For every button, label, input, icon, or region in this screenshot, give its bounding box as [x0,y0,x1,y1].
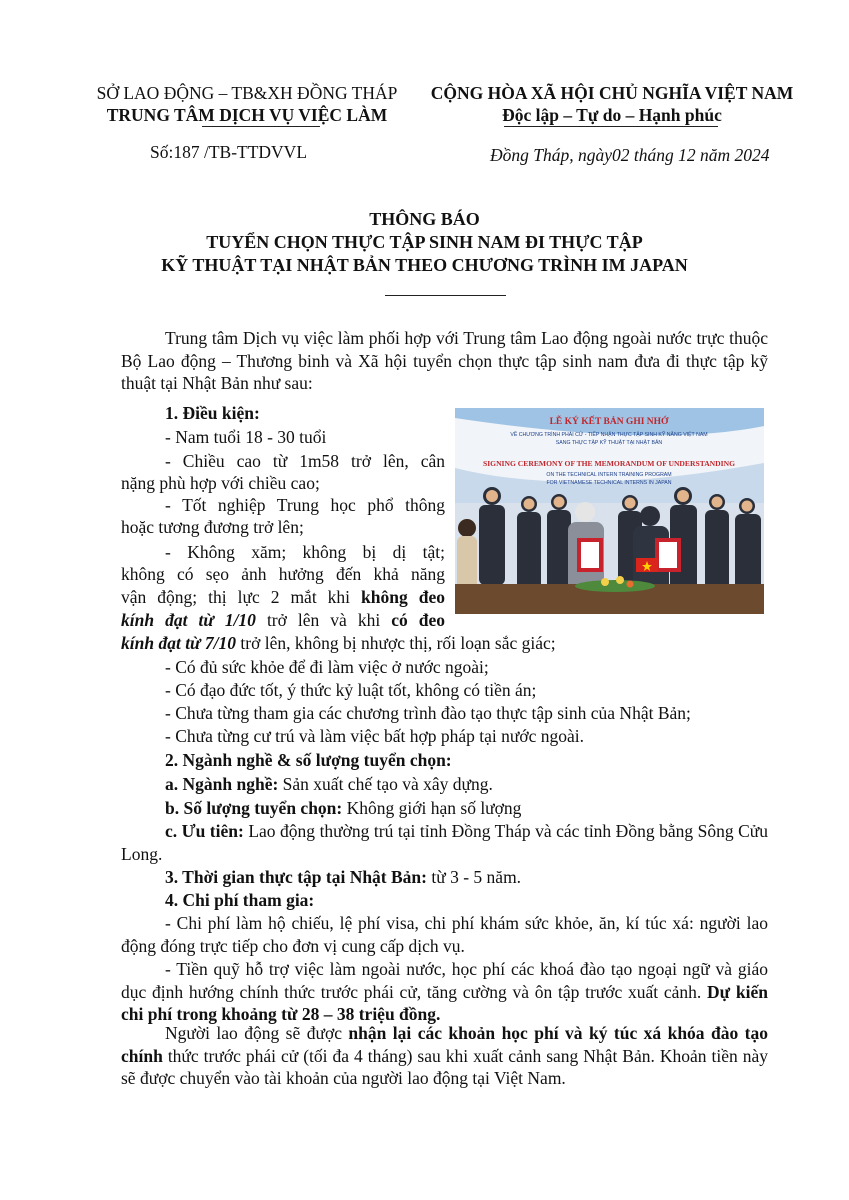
place-and-date: Đồng Tháp, ngày02 tháng 12 năm 2024 [490,145,770,165]
condition-vision-line3 [121,632,556,654]
banner-vn-title: LỄ KÝ KẾT BẢN GHI NHỚ [549,417,669,427]
issuing-department: SỞ LAO ĐỘNG – TB&XH ĐỒNG THÁP [96,83,398,103]
refund-highlight: nhận lại các khoản học phí và ký túc xá khóa đào tạo chính [121,1023,768,1066]
issuing-center: TRUNG TÂM DỊCH VỤ VIỆC LÀM [106,105,388,125]
condition-tattoo-line2: không có sẹo ảnh hưởng đến khả năng [121,564,445,584]
section-1-heading: 1. Điều kiện: [165,403,260,423]
priority-item [121,820,768,865]
refund-text-2: thức trước phái cử (tối đa 4 tháng) sau khi xuất cảnh sang Nhật Bản. Khoản tiền này sẽ được chuyển vào tài khoản của người lao động tại Việt Nam. [121,1045,768,1089]
condition-health: - Có đủ sức khỏe để đi làm việc ở nước ngoài; [165,657,489,677]
cost-paragraph-2-text: - Tiền quỹ hỗ trợ việc làm ngoài nước, học phí các khoá đào tạo ngoại ngữ và giáo dục định hướng chính thức trước phái cử, tăng cường và ôn tập trước xuất cảnh. [121,959,768,1002]
section-4-heading: 4. Chi phí tham gia: [165,890,315,910]
condition-tattoo-line1: - Không xăm; không bị dị tật; [165,542,445,562]
banner-en-title: SIGNING CEREMONY OF THE MEMORANDUM OF UNDERSTANDING [482,459,736,468]
condition-education-line1: - Tốt nghiệp Trung học phổ thông [165,495,445,515]
left-header-rule [202,126,320,127]
quantity-item [165,797,521,819]
occupation-text: Sản xuất chế tạo và xây dựng. [278,774,493,794]
condition-education-line2: hoặc tương đương trở lên; [121,517,304,537]
quantity-text: Không giới hạn số lượng [342,798,522,818]
banner-vn-sub2: SANG THỰC TẬP KỸ THUẬT TẠI NHẬT BẢN [555,440,663,446]
intro-paragraph: Trung tâm Dịch vụ việc làm phối hợp với Trung tâm Lao động ngoài nước trực thuộc Bộ Lao động – Thương binh và Xã hội tuyển chọn thực tập sinh nam đưa đi thực tập kỹ thuật tại Nhật Bản như sau: [121,328,768,394]
priority-text: Lao động thường trú tại tỉnh Đồng Tháp và các tỉnh Đồng bằng Sông Cửu Long. [121,821,768,864]
banner-en-sub1: ON THE TECHNICAL INTERN TRAINING PROGRAM [546,472,672,478]
section-3-heading: 3. Thời gian thực tập tại Nhật Bản: [165,867,427,887]
banner-vn-sub1: VỀ CHƯƠNG TRÌNH PHÁI CỬ - TIẾP NHẬN THỰC TẬP SINH KỸ NĂNG VIỆT NAM [510,432,708,438]
condition-vision-line2 [121,609,445,631]
condition-ethics: - Có đạo đức tốt, ý thức kỷ luật tốt, không có tiền án; [165,680,537,700]
condition-no-prior-program: - Chưa từng tham gia các chương trình đào tạo thực tập sinh của Nhật Bản; [165,703,691,723]
signing-ceremony-photo [455,408,764,614]
ceremony-illustration [455,408,764,614]
condition-vision-line1 [121,586,445,608]
notice-subtitle-line2: KỸ THUẬT TẠI NHẬT BẢN THEO CHƯƠNG TRÌNH IM JAPAN [161,255,688,275]
quantity-label: b. Số lượng tuyển chọn: [165,798,343,818]
condition-no-illegal-stay: - Chưa từng cư trú và làm việc bất hợp pháp tại nước ngoài. [165,726,584,746]
document-number: Số:187 /TB-TTDVVL [150,142,308,162]
vision-with-glasses-value: kính đạt từ 7/10 [121,633,237,653]
national-motto: Độc lập – Tự do – Hạnh phúc [502,105,722,125]
priority-label: c. Ưu tiên: [165,821,244,841]
internship-duration: từ 3 - 5 năm. [427,867,522,887]
vision-text-1: vận động; thị lực 2 mắt khi [121,587,362,607]
notice-subtitle-line1: TUYỂN CHỌN THỰC TẬP SINH NAM ĐI THỰC TẬP [206,232,643,252]
vision-text-2: trở lên và khi [255,610,392,630]
condition-height-line2: nặng phù hợp với chiều cao; [121,473,320,493]
refund-text-1: Người lao động sẽ được [165,1023,349,1043]
occupation-item [165,773,493,795]
national-title: CỘNG HÒA XÃ HỘI CHỦ NGHĨA VIỆT NAM [430,83,794,103]
estimated-cost: Dự kiến chi phí trong khoảng từ 28 – 38 triệu đồng. [121,981,768,1025]
occupation-label: a. Ngành nghề: [165,774,279,794]
cost-paragraph-2 [121,958,768,1026]
vision-text-3: trở lên, không bị nhược thị, rối loạn sắc giác; [236,633,556,653]
banner-en-sub2: FOR VIETNAMESE TECHNICAL INTERNS IN JAPAN [546,480,672,486]
vision-no-glasses-value: kính đạt từ 1/10 [121,610,256,630]
condition-age: - Nam tuổi 18 - 30 tuổi [165,427,327,447]
refund-paragraph [121,1022,768,1090]
vision-no-glasses: không đeo [361,587,445,607]
section-3 [165,866,521,888]
title-rule [385,295,506,296]
vision-with-glasses: có đeo [391,610,445,630]
right-header-rule [504,126,718,127]
condition-height-line1: - Chiều cao từ 1m58 trở lên, cân [165,451,445,471]
cost-paragraph-1: - Chi phí làm hộ chiếu, lệ phí visa, chi phí khám sức khỏe, ăn, kí túc xá: người lao động đóng trực tiếp cho đơn vị cung cấp dịch vụ. [121,913,768,956]
section-2-heading: 2. Ngành nghề & số lượng tuyển chọn: [165,750,452,770]
notice-title: THÔNG BÁO [369,209,480,229]
